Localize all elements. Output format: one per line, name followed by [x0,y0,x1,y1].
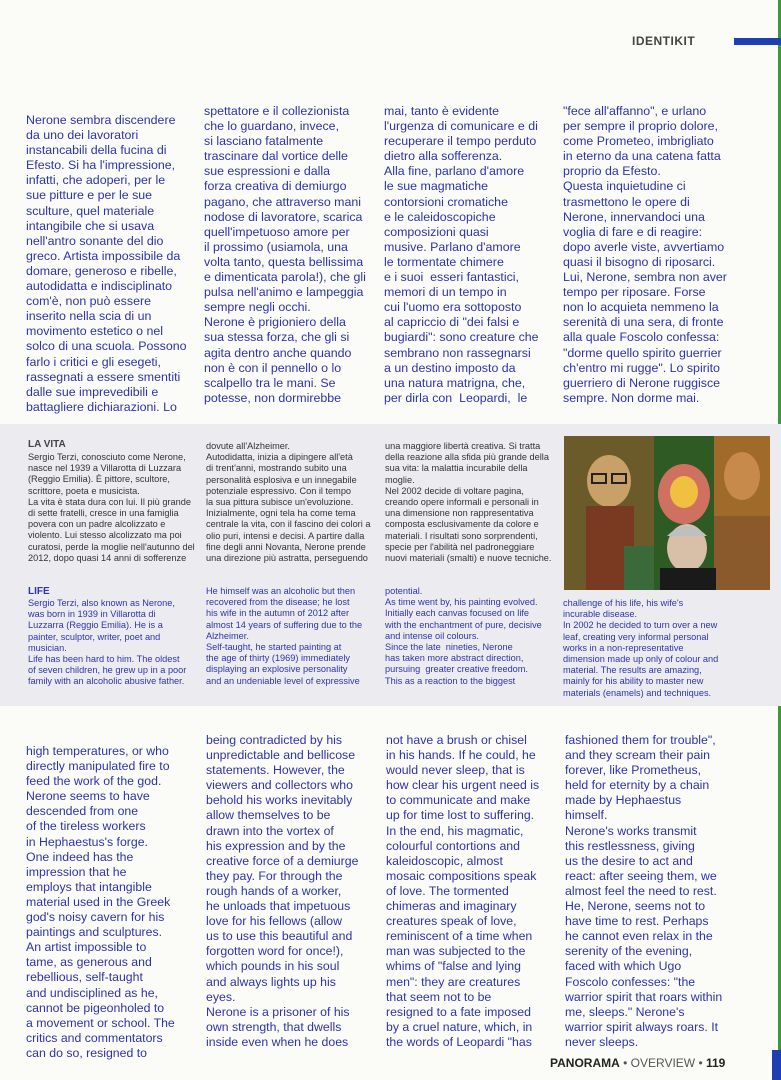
italian-column-4: "fece all'affanno", e urlano per sempre il proprio dolore, come Prometeo, imbrigliato in eterno da una catena fatta proprio da Efesto. Questa inquietudine ci trasmettono le opere di Nerone, innervandoci una voglia di fare e di reagire: dopo averle viste, avvertiamo quasi il bisogno di riposarci. Lui, Nerone, sembra non aver tempo per riposare. Forse non lo acquieta nemmeno la serenità di una sera, di fronte alla quale Foscolo confessa: "dorme quello spirito guerrier ch'entro mi rugge". Lo spirito guerriero di Nerone ruggisce sempre. Non dorme mai. [563,104,727,405]
page-footer [550,1056,725,1070]
page-number: 119 [706,1056,726,1070]
sidebar-heading-italian: LA VITA [28,439,66,450]
footer-separator: • [619,1056,631,1070]
sidebar-english-column-2: He himself was an alcoholic but then recovered from the disease; he lost his wife in the autumn of 2012 after almost 14 years of suffering due to the Alzheimer. Self-taught, he started painting at the age of thirty (1969) immediately displaying an explosive personality and an undeniable level of expressive [206,586,363,686]
sidebar-english-column-1: Sergio Terzi, also known as Nerone, was born in 1939 in Villarotta di Luzzarra (Reggio Emilia). He is a painter, sculptor, writer, poet and musician. Life has been hard to him. The oldest of seven children, he grew up in a poor family with an alcoholic abusive father. [28,598,187,687]
footer-separator: • [695,1056,706,1070]
sidebar-english-column-3: potential. As time went by, his painting evolved. Initially each canvas focused on life with the enchantment of pure, decisive and intense oil colours. Since the late nineties, Nerone has taken more abstract direction, pursuing greater creative freedom. This as a reaction to the biggest [385,586,542,686]
italian-column-1: Nerone sembra discendere da uno dei lavoratori instancabili della fucina di Efesto. Si ha l'impressione, infatti, che adoperi, per le sue pitture e per le sue sculture, quel materiale intangibile che si usava nell'antro sonante del dio greco. Artista impossibile da domare, generoso e ribelle, autodidatta e indisciplinato com'è, non può essere inserito nella scia di un movimento estetico o nel solco di una scuola. Possono farlo i critici e gli esegeti, rassegnati a essere smentiti dalle sue imprevedibili e battagliere dichiarazioni. Lo [26,113,187,414]
italian-column-3: mai, tanto è evidente l'urgenza di comunicare e di recuperare il tempo perduto dietro alla sofferenza. Alla fine, parlano d'amore le sue magmatiche contorsioni cromatiche e le caleidoscopiche composizioni quasi musive. Parlano d'amore le tormentate chimere e i suoi esseri fantastici, memori di un tempo in cui l'uomo era sottoposto al capriccio di "dei falsi e bugiardi": sono creature che sembrano non rassegnarsi a un destino imposto da una natura matrigna, che, per dirla con Leopardi, le [384,104,539,405]
artwork-photo [564,436,770,590]
sidebar-italian-column-1: Sergio Terzi, conosciuto come Nerone, nasce nel 1939 a Villarotta di Luzzara (Reggio Emilia). È pittore, scultore, scrittore, poeta e musicista. La vita è stata dura con lui. Il più grande di sette fratelli, cresce in una famiglia povera con un padre alcolizzato e violento. Lui stesso alcolizzato ma poi curatosi, perde la moglie nell'autunno del 2012, dopo quasi 14 anni di sofferenze [28,452,195,563]
section-tag-bar [734,38,781,45]
sidebar-italian-column-3: una maggiore libertà creativa. Si tratta della reazione alla sfida più grande della sua vita: la malattia incurabile della moglie. Nel 2002 decide di voltare pagina, creando opere informali e personali in una dimensione non rappresentativa composta esclusivamente da colore e materiali. I risultati sono sorprendenti, specie per l'abilità nel padroneggiare nuovi materiali (smalti) e nuove tecniche. [385,441,552,564]
english-column-2: being contradicted by his unpredictable and bellicose statements. However, the viewers and collectors who behold his works inevitably allow themselves to be drawn into the vortex of his expression and by the creative force of a demiurge they pay. For through the rough hands of a worker, he unloads that impetuous love for his fellows (allow us to use this beautiful and forgotten word for once!), which pounds in his soul and always lights up his eyes. Nerone is a prisoner of his own strength, that dwells inside even when he does [206,733,359,1049]
sidebar-heading-english: LIFE [28,586,50,597]
section-tag: IDENTIKIT [632,34,696,48]
footer-bar [772,1050,781,1080]
english-column-3: not have a brush or chisel in his hands. If he could, he would never sleep, that is how clear his urgent need is to communicate and make up for time lost to suffering. In the end, his magmatic, colourful contortions and kaleidoscopic, almost mosaic compositions speak of love. The tormented chimeras and imaginary creatures speak of love, reminiscent of a time when man was subjected to the whims of "false and lying men": they are creatures that seem not to be resigned to a fate imposed by a cruel nature, which, in the words of Leopardi "has [386,733,540,1049]
english-column-1: high temperatures, or who directly manipulated fire to feed the work of the god. Nerone seems to have descended from one of the tireless workers in Hephaestus's forge. One indeed has the impression that he employs that intangible material used in the Greek god's noisy cavern for his paintings and sculptures. An artist impossible to tame, as generous and rebellious, self-taught and undisciplined as he, cannot be pigeonholed to a movement or school. The critics and commentators can do so, resigned to [26,744,175,1060]
sidebar-italian-column-2: dovute all'Alzheimer. Autodidatta, inizia a dipingere all'età di trent'anni, mostrando subito una personalità esplosiva e un innegabile potenziale espressivo. Con il tempo la sua pittura subisce un'evoluzione. Inizialmente, ogni tela ha come tema centrale la vita, con il fascino dei colori a olio puri, intensi e decisi. A partire dalla fine degli anni Novanta, Nerone prende una direzione più astratta, perseguendo [206,441,371,564]
english-column-4: fashioned them for trouble", and they scream their pain forever, like Prometheus, held for eternity by a chain made by Hephaestus himself. Nerone's works transmit this restlessness, giving us the desire to act and react: after seeing them, we almost feel the need to rest. He, Nerone, seems not to have time to rest. Perhaps he cannot even relax in the serenity of the evening, faced with which Ugo Foscolo confesses: "the warrior spirit that roars within me, sleeps." Nerone's warrior spirit always roars. It never sleeps. [565,733,723,1049]
italian-column-2: spettatore e il collezionista che lo guardano, invece, si lasciano fatalmente trascinare dal vortice delle sue espressioni e dalla forza creativa di demiurgo pagano, che attraverso mani nodose di lavoratore, scarica quell'impetuoso amore per il prossimo (usiamola, una volta tanto, questa bellissima e dimenticata parola!), che gli pulsa nell'animo e lampeggia sempre negli occhi. Nerone è prigioniero della sua stessa forza, che gli si agita dentro anche quando non è con il pennello o lo scalpello tra le mani. Se potesse, non dormirebbe [204,104,366,405]
painting-with-artist-portrait-icon [564,436,770,590]
footer-section: OVERVIEW [630,1056,696,1070]
magazine-name: PANORAMA [550,1056,620,1070]
sidebar-english-column-4: challenge of his life, his wife's incurable disease. In 2002 he decided to turn over a new leaf, creating very informal personal works in a non-representative dimension made up only of colour and material. The results are amazing, mainly for his ability to master new materials (enamels) and techniques. [563,598,719,698]
